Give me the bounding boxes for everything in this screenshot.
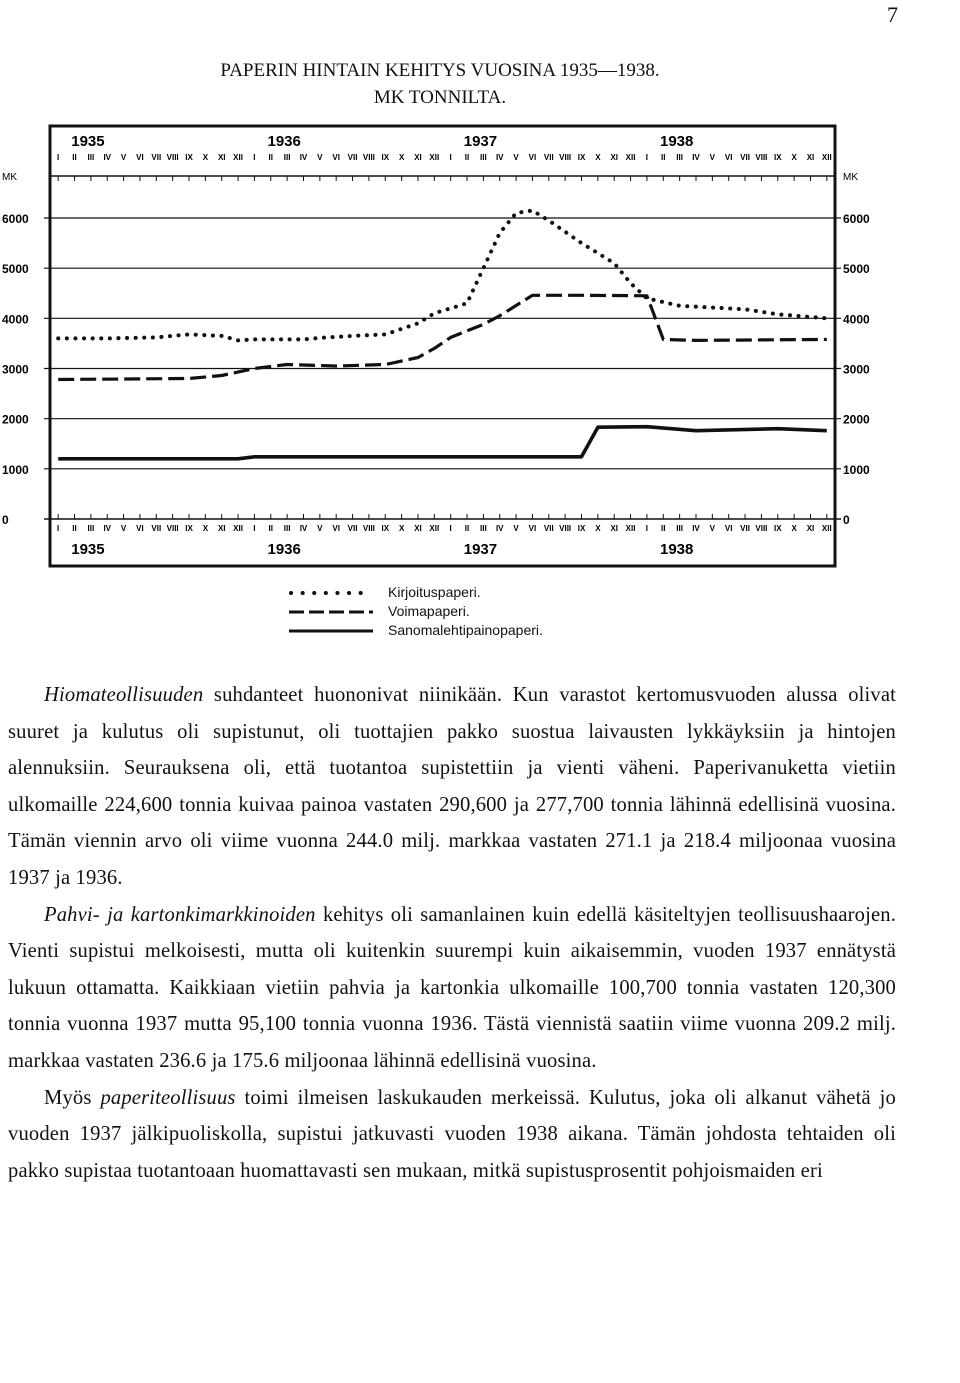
month-tick-label-top: VIII (362, 153, 375, 162)
month-tick-label-top: VIII (559, 153, 572, 162)
month-tick-label-top: V (513, 153, 519, 162)
month-tick-label-bottom: XI (806, 524, 815, 533)
series-line-solid (58, 427, 827, 459)
month-tick-label-top: IX (577, 153, 586, 162)
month-tick-label-bottom: IV (495, 524, 504, 533)
y-tick-label-right: 3000 (843, 362, 870, 377)
month-tick-label-top: IV (299, 153, 308, 162)
month-tick-label-bottom: VII (151, 524, 162, 533)
month-tick-label-top: II (268, 153, 274, 162)
paragraph-paperiteollisuus (8, 1080, 896, 1190)
month-tick-label-bottom: I (253, 524, 256, 533)
month-tick-label-bottom: XII (821, 524, 832, 533)
month-ticks (57, 153, 832, 533)
month-tick-label-bottom: IX (577, 524, 586, 533)
month-tick-label-bottom: III (676, 524, 683, 533)
figure-title-line-1: PAPERIN HINTAIN KEHITYS VUOSINA 1935—1938. (220, 60, 660, 81)
month-tick-label-bottom: XI (217, 524, 226, 533)
month-tick-label-bottom: II (268, 524, 274, 533)
month-tick-label-top: X (595, 153, 601, 162)
month-tick-label-top: I (57, 153, 60, 162)
year-label-top: 1937 (463, 133, 498, 150)
month-tick-label-bottom: III (87, 524, 95, 533)
month-tick-label-top: II (464, 153, 470, 162)
month-tick-label-bottom: X (398, 524, 405, 533)
month-tick-label-bottom: I (645, 524, 649, 533)
month-tick-label-bottom: IV (299, 524, 308, 533)
month-tick-label-bottom: II (464, 524, 470, 533)
month-tick-label-bottom: VI (528, 524, 537, 533)
month-tick-label-top: III (676, 153, 683, 162)
month-tick-label-bottom: VII (740, 524, 750, 533)
month-tick-label-bottom: III (480, 524, 487, 533)
month-tick-label-top: III (283, 153, 291, 162)
month-tick-label-top: I (253, 153, 256, 162)
month-tick-label-top: XI (610, 153, 618, 162)
month-tick-label-top: VI (528, 153, 537, 162)
month-tick-label-bottom: V (513, 524, 519, 533)
month-tick-label-bottom: VIII (559, 524, 572, 533)
series-lines (58, 211, 827, 459)
month-tick-label-top: I (645, 153, 649, 162)
month-tick-label-bottom: XI (610, 524, 618, 533)
year-label-top: 1935 (71, 133, 105, 150)
month-tick-label-bottom: IV (103, 524, 112, 533)
month-tick-label-bottom: V (120, 524, 127, 533)
legend-label-sanomalehtipainopaperi: Sanomalehtipainopaperi. (388, 622, 543, 638)
month-tick-label-top: XI (217, 153, 226, 162)
figure-title-line-2: MK TONNILTA. (373, 87, 507, 108)
figure-title (0, 57, 880, 111)
month-tick-label-bottom: II (661, 524, 666, 533)
year-label-bottom: 1937 (463, 541, 498, 558)
unit-label-right: MK (843, 172, 858, 183)
month-tick-label-top: XI (414, 153, 422, 162)
month-tick-label-top: VII (347, 153, 358, 162)
month-tick-label-top: I (449, 153, 452, 162)
y-axis-labels (2, 172, 870, 527)
y-tick-label-right: 0 (843, 513, 850, 527)
month-tick-label-top: IX (185, 153, 193, 162)
month-tick-label-bottom: XII (233, 524, 243, 533)
month-tick-label-bottom: VIII (755, 524, 768, 533)
paragraph-pahvi-kartonki (8, 897, 896, 1080)
legend-item-kirjoituspaperi (288, 583, 543, 602)
paragraph-text: toimi ilmeisen laskukauden merkeissä. Kulutus, joka oli alkanut vähetä jo vuoden 1937 jälkipuoliskolla, supistui jatkuvasti vuoden 1938 aikana. Tämän johdosta tehtaiden oli pakko supistaa tuotantoaan huomattavasti sen mukaan, mitkä supistusprosentit pohjoismaiden eri (8, 1086, 896, 1182)
year-label-top: 1936 (267, 133, 301, 150)
paragraph-text: suhdanteet huononivat niinikään. Kun varastot kertomusvuoden alussa olivat suuret ja kulutus oli supistunut, oli tuottajien pakko suostua laivausten lykkäyksiin ja hintojen alennuksiin. Seurauksena oli, että tuotantoa supistettiin ja vienti väheni. Paperivanuketta vietiin ulkomaille 224,600 tonnia kuivaa painoa vastaten 290,600 ja 277,700 tonnia lähinnä edellisinä vuosina. Tämän viennin arvo oli viime vuonna 244.0 milj. markkaa vastaten 271.1 ja 218.4 miljoonaa vuosina 1937 ja 1936. (8, 684, 896, 889)
month-tick-label-bottom: VI (136, 524, 144, 533)
paragraph-text: kehitys oli samanlainen kuin edellä käsiteltyjen teollisuushaarojen. Vienti supistui melkoisesti, mutta oli kuitenkin suurempi kuin aikaisemmin, vuoden 1937 ennätystä lukuun ottamatta. Kaikkiaan vietiin pahvia ja kartonkia ulkomaille 100,700 tonnia vastaten 120,300 tonnia vuonna 1937 mutta 95,100 tonnia vuonna 1936. Tästä viennistä saatiin viime vuonna 209.2 milj. markkaa vastaten 236.6 ja 175.6 miljoonaa lähinnä edellisinä vuosina. (8, 903, 896, 1072)
y-tick-label-left: 6000 (2, 212, 29, 226)
month-tick-label-top: IV (103, 153, 112, 162)
month-tick-label-bottom: V (317, 524, 323, 533)
month-tick-label-top: V (317, 153, 323, 162)
month-tick-label-bottom: I (57, 524, 60, 533)
legend-label-kirjoituspaperi: Kirjoituspaperi. (388, 584, 481, 600)
month-tick-label-bottom: VIII (166, 524, 179, 533)
month-tick-label-top: VII (151, 153, 162, 162)
y-tick-label-right: 4000 (843, 312, 870, 327)
month-tick-label-top: VI (136, 153, 144, 162)
month-tick-label-bottom: X (202, 524, 209, 533)
paragraph-lead-plain: Myös (44, 1086, 101, 1109)
month-tick-label-bottom: V (709, 524, 716, 533)
month-tick-label-bottom: I (449, 524, 452, 533)
body-text (8, 677, 896, 1189)
solid-line-swatch (288, 626, 374, 636)
month-tick-label-top: XII (821, 153, 832, 162)
month-tick-label-top: X (202, 153, 209, 162)
month-tick-label-bottom: VI (724, 524, 733, 533)
y-tick-label-right: 1000 (843, 462, 870, 477)
month-tick-label-bottom: IX (381, 524, 390, 533)
month-tick-label-bottom: X (595, 524, 601, 533)
dotted-line-swatch (288, 588, 374, 598)
month-tick-label-top: XII (625, 153, 636, 162)
month-tick-label-bottom: VII (543, 524, 554, 533)
month-tick-label-top: II (661, 153, 666, 162)
month-tick-label-bottom: VII (347, 524, 358, 533)
y-tick-label-right: 5000 (843, 262, 870, 277)
month-tick-label-bottom: XI (414, 524, 422, 533)
y-tick-label-left: 3000 (2, 362, 29, 377)
y-tick-label-right: 6000 (843, 212, 870, 226)
legend-item-voimapaperi (288, 602, 543, 621)
year-label-bottom: 1938 (660, 541, 694, 558)
y-tick-label-right: 2000 (843, 412, 870, 427)
month-tick-label-top: VIII (755, 153, 768, 162)
y-tick-label-left: 0 (2, 513, 9, 527)
legend-item-sanomalehtipainopaperi (288, 621, 543, 640)
month-tick-label-bottom: XII (625, 524, 636, 533)
month-tick-label-bottom: X (791, 524, 797, 533)
year-labels (71, 133, 693, 558)
year-label-bottom: 1936 (267, 541, 301, 558)
month-tick-label-top: IX (773, 153, 782, 162)
month-tick-label-top: XI (806, 153, 815, 162)
month-tick-label-top: II (72, 153, 77, 162)
month-tick-label-top: VII (543, 153, 554, 162)
gridlines (44, 218, 841, 519)
month-tick-label-bottom: III (283, 524, 291, 533)
month-tick-label-top: V (709, 153, 716, 162)
chart-legend (288, 583, 543, 640)
month-tick-label-top: IV (692, 153, 700, 162)
chart-frame (50, 126, 835, 566)
month-tick-label-bottom: XII (429, 524, 440, 533)
y-tick-label-left: 1000 (2, 462, 29, 477)
y-tick-label-left: 2000 (2, 412, 29, 427)
month-tick-label-top: IX (381, 153, 390, 162)
year-label-bottom: 1935 (71, 541, 105, 558)
month-tick-label-top: VIII (166, 153, 179, 162)
chart-border (50, 126, 835, 566)
month-tick-label-top: VI (724, 153, 733, 162)
month-tick-label-top: X (791, 153, 797, 162)
price-chart (0, 118, 960, 578)
month-tick-label-top: III (480, 153, 487, 162)
series-line-dotted (58, 211, 827, 341)
month-tick-label-top: X (398, 153, 405, 162)
legend-label-voimapaperi: Voimapaperi. (388, 603, 470, 619)
month-tick-label-bottom: II (72, 524, 77, 533)
month-tick-label-top: III (87, 153, 95, 162)
month-tick-label-top: XII (233, 153, 243, 162)
month-tick-label-top: VII (740, 153, 750, 162)
month-tick-label-top: IV (495, 153, 504, 162)
y-tick-label-left: 5000 (2, 262, 29, 277)
paragraph-lead: Hiomateollisuuden (44, 684, 204, 706)
paragraph-hiomateollisuus (8, 677, 896, 897)
month-tick-label-bottom: VI (332, 524, 340, 533)
month-tick-label-top: VI (332, 153, 340, 162)
paragraph-lead: Pahvi- ja kartonkimarkkinoiden (44, 903, 316, 926)
month-tick-label-bottom: IX (185, 524, 193, 533)
month-tick-label-bottom: IV (692, 524, 700, 533)
month-tick-label-bottom: IX (773, 524, 782, 533)
paragraph-lead: paperiteollisuus (100, 1086, 236, 1109)
unit-label-left: MK (2, 172, 17, 183)
year-label-top: 1938 (660, 133, 694, 150)
month-tick-label-top: XII (429, 153, 440, 162)
dashed-line-swatch (288, 607, 374, 617)
month-tick-label-top: V (120, 153, 127, 162)
page-number: 7 (887, 2, 898, 27)
y-tick-label-left: 4000 (2, 312, 29, 327)
month-tick-label-bottom: VIII (362, 524, 375, 533)
